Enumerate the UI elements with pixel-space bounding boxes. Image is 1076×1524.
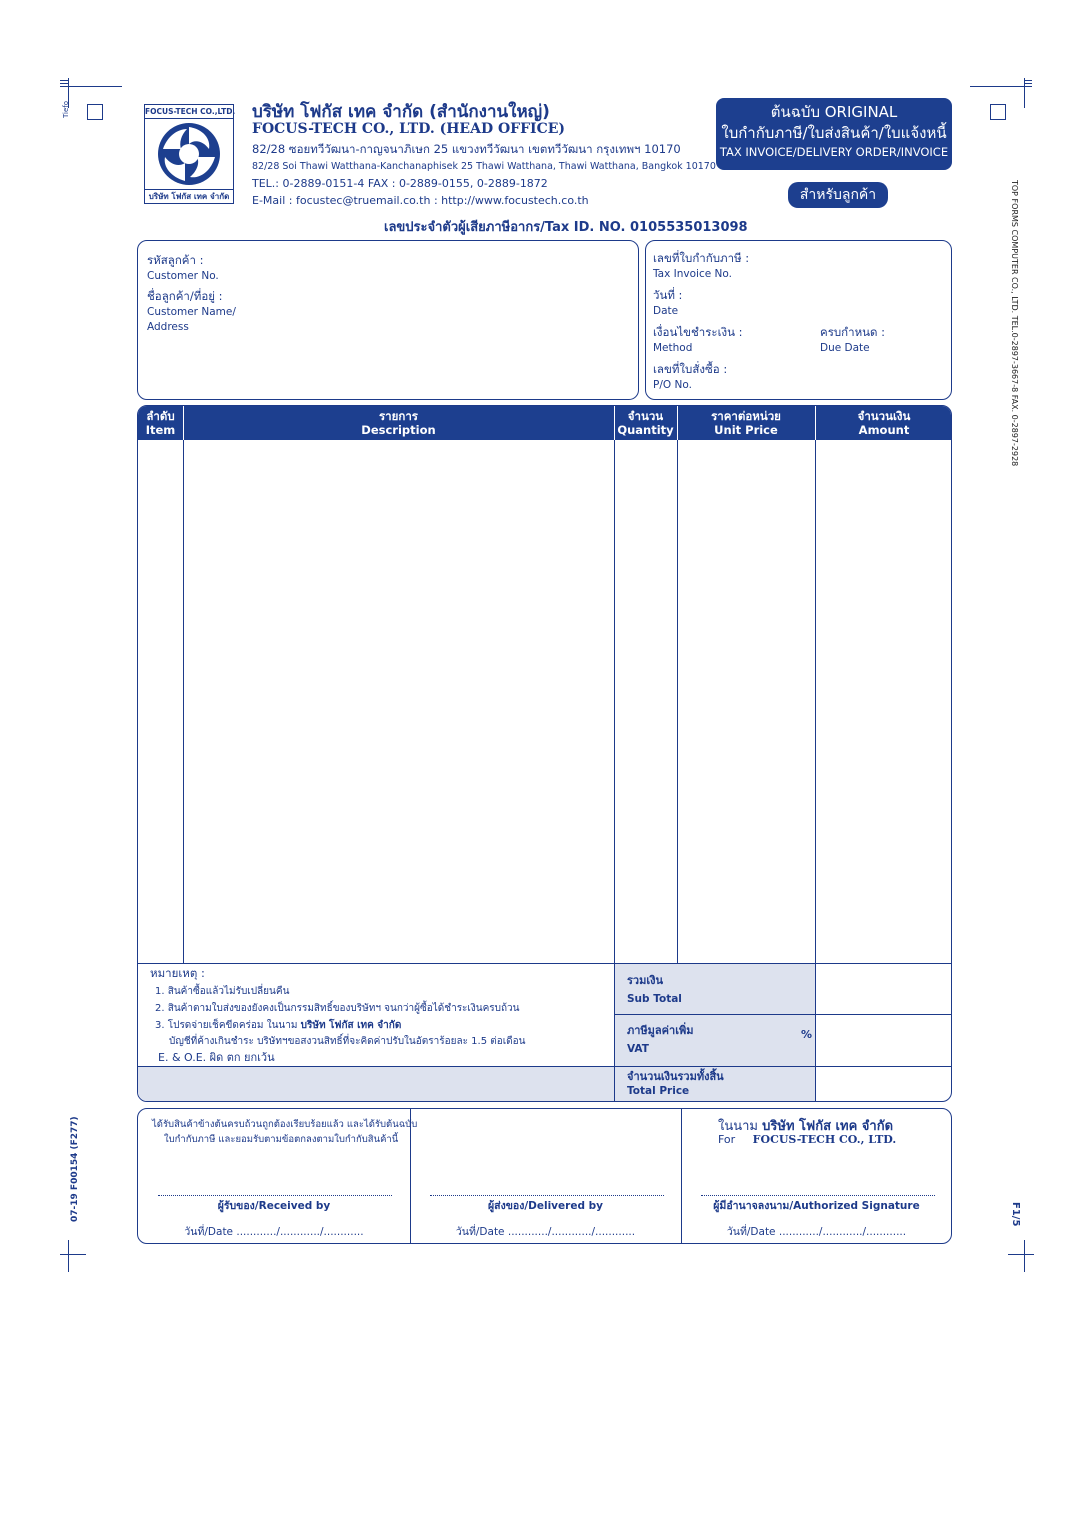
company-name-th: บริษัท โฟกัส เทค จำกัด (สำนักงานใหญ่)	[252, 102, 550, 122]
date-th: วันที่ :	[653, 288, 683, 302]
due-date-en: Due Date	[820, 342, 870, 354]
col-amount: จำนวนเงิน Amount	[857, 409, 911, 437]
company-tel-fax: TEL.: 0-2889-0151-4 FAX : 0-2889-0155, 0-2889-1872	[252, 177, 548, 190]
for-company-en: For FOCUS-TECH CO., LTD.	[718, 1133, 897, 1146]
logo-bottom-text: บริษัท โฟกัส เทค จำกัด	[145, 189, 233, 203]
swirl-icon	[145, 119, 233, 189]
remarks-title: หมายเหตุ :	[150, 966, 205, 980]
col-line	[677, 440, 678, 963]
check-square-right	[990, 104, 1006, 120]
invoice-info-box	[645, 240, 952, 400]
signature-box	[137, 1108, 952, 1244]
acknowledgement-1: ได้รับสินค้าข้างต้นครบถ้วนถูกต้องเรียบร้อยแล้ว และได้รับต้นฉบับ	[152, 1119, 418, 1130]
vat-en: VAT	[627, 1043, 649, 1055]
tiefo-label: Tiefo	[62, 100, 70, 118]
remark-1: 1. สินค้าซื้อแล้วไม่รับเปลี่ยนคืน	[155, 986, 290, 997]
vat-th: ภาษีมูลค่าเพิ่ม	[627, 1024, 694, 1037]
remark-5: E. & O.E. ผิด ตก ยกเว้น	[158, 1051, 275, 1064]
document-title-box	[716, 98, 952, 170]
registration-mark-bottom-left	[60, 1240, 90, 1272]
date-delivered[interactable]: วันที่/Date ............/............/............	[455, 1226, 636, 1238]
company-address-en: 82/28 Soi Thawi Watthana-Kanchanaphisek 25 Thawi Watthana, Thawi Watthana, Bangkok 10170	[252, 161, 716, 172]
signature-line-delivered[interactable]	[430, 1195, 664, 1196]
remark-4: บัญชีที่ค้างเกินชำระ บริษัทฯขอสงวนสิทธิ์ที่จะคิดค่าปรับในอัตราร้อยละ 1.5 ต่อเดือน	[169, 1036, 526, 1047]
customer-code-en: Customer No.	[147, 270, 219, 282]
company-name-en: FOCUS-TECH CO., LTD. (HEAD OFFICE)	[252, 121, 566, 137]
customer-name-th: ชื่อลูกค้า/ที่อยู่ :	[147, 289, 223, 303]
acknowledgement-2: ใบกำกับภาษี และยอมรับตามข้อตกลงตามใบกำกับสินค้านี้	[164, 1134, 399, 1145]
signature-line-received[interactable]	[158, 1195, 392, 1196]
signature-line-authorized[interactable]	[701, 1195, 935, 1196]
col-unit-price: ราคาต่อหน่วย Unit Price	[711, 409, 781, 437]
remark-2: 2. สินค้าตามใบส่งของยังคงเป็นกรรมสิทธิ์ของบริษัทฯ จนกว่าผู้ซื้อได้ชำระเงินครบถ้วน	[155, 1003, 520, 1014]
logo-top-text: FOCUS-TECH CO.,LTD.	[145, 105, 233, 119]
total-en: Total Price	[627, 1085, 690, 1097]
totals-top-line	[138, 963, 952, 964]
subtotal-en: Sub Total	[627, 993, 682, 1005]
company-logo	[144, 104, 234, 204]
vat-percent: %	[801, 1028, 813, 1041]
check-square-left	[87, 104, 103, 120]
date-authorized[interactable]: วันที่/Date ............/............/............	[726, 1226, 907, 1238]
vat-label-cell	[615, 1015, 815, 1066]
invoice-no-th: เลขที่ใบกำกับภาษี :	[653, 251, 750, 265]
subtotal-label-cell	[615, 964, 815, 1014]
method-en: Method	[653, 342, 693, 354]
f-code: F1/5	[1010, 1202, 1021, 1227]
subtotal-th: รวมเงิน	[627, 974, 663, 987]
company-address-th: 82/28 ซอยทวีวัฒนา-กาญจนาภิเษก 25 แขวงทวีวัฒนา เขตทวีวัฒนา กรุงเทพฯ 10170	[252, 142, 681, 156]
col-description: รายการ Description	[361, 409, 436, 437]
original-label: ต้นฉบับ ORIGINAL	[770, 103, 898, 121]
customer-name-en: Customer Name/	[147, 306, 236, 318]
col-item: ลำดับ Item	[145, 409, 176, 437]
title-en: TAX INVOICE/DELIVERY ORDER/INVOICE	[719, 145, 949, 159]
po-no-en: P/O No.	[653, 379, 692, 391]
customer-code-th: รหัสลูกค้า :	[147, 253, 204, 267]
remark-3: 3. โปรดจ่ายเช็คขีดคร่อม ในนาม บริษัท โฟกัส เทค จำกัด	[155, 1020, 402, 1031]
printer-info: TOP FORMS COMPUTER CO., LTD. TEL.0-2897-3667-8 FAX. 0-2897-2928	[1010, 180, 1019, 467]
customer-info-box	[137, 240, 639, 400]
total-th: จำนวนเงินรวมทั้งสิ้น	[627, 1070, 724, 1083]
items-table	[137, 405, 952, 1102]
form-code: 07-19 F00154 (F277)	[70, 1116, 80, 1222]
title-th: ใบกำกับภาษี/ใบส่งสินค้า/ใบแจ้งหนี้	[721, 124, 947, 142]
customer-address-en: Address	[147, 321, 189, 333]
received-by-label: ผู้รับของ/Received by	[217, 1200, 331, 1212]
tax-id: เลขประจำตัวผู้เสียภาษีอากร/Tax ID. NO. 0105535013098	[384, 220, 748, 235]
method-th: เงื่อนไขชำระเงิน :	[653, 325, 743, 339]
invoice-no-en: Tax Invoice No.	[653, 268, 732, 280]
authorized-label: ผู้มีอำนาจลงนาม/Authorized Signature	[713, 1200, 920, 1212]
date-received[interactable]: วันที่/Date ............/............/............	[184, 1226, 364, 1238]
for-company-th: ในนาม บริษัท โฟกัส เทค จำกัด	[718, 1119, 894, 1134]
due-date-th: ครบกำหนด :	[820, 325, 886, 339]
company-email-web: E-Mail : focustec@truemail.co.th : http://www.focustech.co.th	[252, 194, 589, 207]
col-line	[183, 440, 184, 963]
for-customer-badge: สำหรับลูกค้า	[788, 182, 888, 208]
date-en: Date	[653, 305, 679, 317]
delivered-by-label: ผู้ส่งของ/Delivered by	[488, 1200, 603, 1212]
po-no-th: เลขที่ใบสั่งซื้อ :	[653, 362, 728, 376]
registration-mark-bottom-right	[1004, 1240, 1034, 1272]
col-quantity: จำนวน Quantity	[617, 409, 674, 437]
col-line	[815, 440, 816, 1102]
